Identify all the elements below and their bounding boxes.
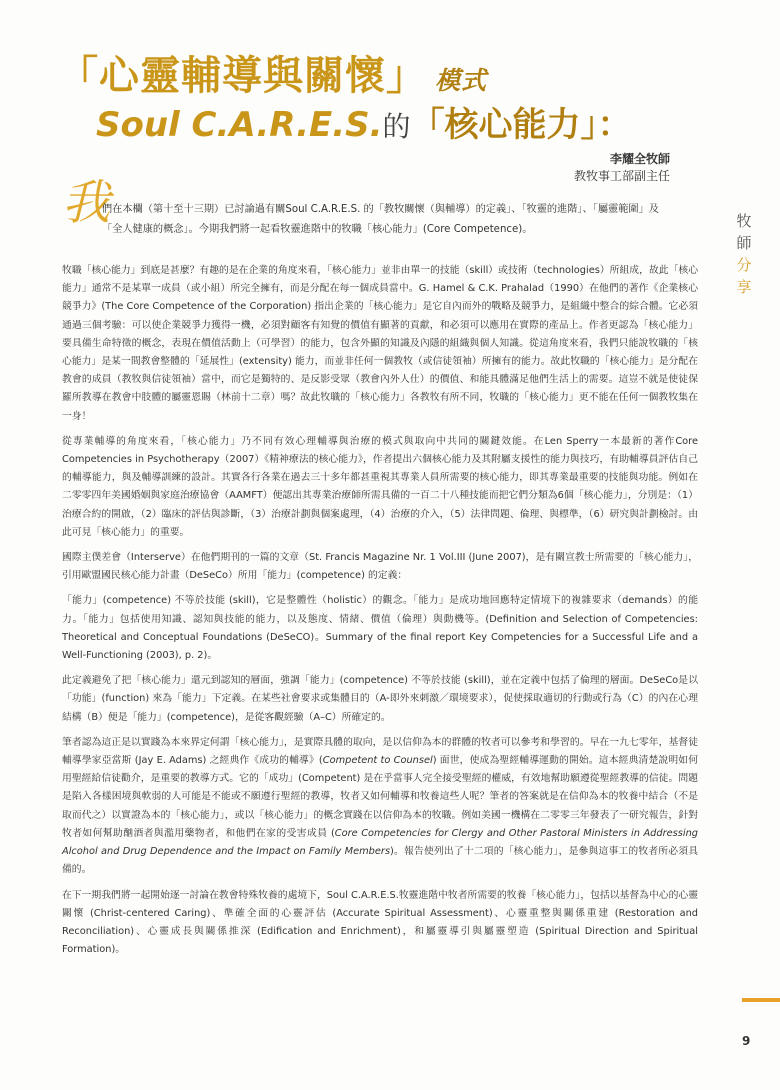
title-mode: 模式 [435, 66, 488, 95]
sidebar-section-label [734, 210, 754, 298]
paragraph-7: 在下一期我們將一起開始逐一討論在教會特殊牧養的處境下，Soul C.A.R.E.S.牧靈進階中牧者所需要的牧養「核心能力」，包括以基督為中心的心靈關懷 (Christ-centered Caring)、準確全面的心靈評估 (Accurate Spiritual Assessment)、心靈重整與關係重建 (Restoration and Reconciliation)、心靈成長與關係推深 (Edification and Enrichment)，和屬靈導引與屬靈塑造 (Spiritual Direction and Spiritual Formation)。 [62, 889, 698, 956]
title-line-2 [96, 102, 632, 150]
title-main: 「心靈輔導與關懷」 [58, 53, 427, 99]
author-name: 李耀全牧師 [609, 152, 670, 166]
report-title: Core Competencies for Clergy and Other Pastoral Ministers in Addressing Alcohol and Drug Dependence and the Impact on Family Members [62, 827, 698, 858]
title-en: Soul C.A.R.E.S. [96, 105, 383, 145]
page-number: 9 [742, 1034, 751, 1048]
paragraph-6-part-c: )。報告使列出了十二項的「核心能力」，是參與這事工的牧者所必須具備的。 [62, 846, 698, 876]
drop-cap: 我 [62, 175, 111, 231]
paragraph-6-part-b: ) 面世，使成為聖經輔導運動的開始。這本經典清楚說明如何用聖經給信徒勸介，是重要的教導方式。它的「成功」(Competent) 是在乎當事人完全接受聖經的權威，有效地幫助願遵從聖經教導的信徒。問題是陷入各樣困境與軟弱的人可能是不能或不願遵行聖經的教導，牧者又如何輔導和牧養這些人呢？筆者的答案就是在信仰為本的牧養中結合（不是取而代之）以實證為本的「核心能力」，或以「核心能力」的概念實踐在以信仰為本的牧職。例如美國一機構在二零零三年發表了一研究報告，針對牧者如何幫助酗酒者與濫用藥物者，和他們在家的受害成員 ( [62, 755, 699, 839]
title-core: 「核心能力」： [410, 105, 632, 145]
author-block [574, 151, 670, 185]
title-de: 的 [382, 110, 411, 143]
paragraph-2: 從專業輔導的角度來看，「核心能力」乃不同有效心理輔導與治療的模式與取向中共同的關鍵效能。在Len Sperry一本最新的著作Core Competencies in Psychotherapy（2007）《精神療法的核心能力》，作者提出六個核心能力及其附屬支援性的能力與技巧，有助輔導員評估自己的輔導能力，與及輔導訓練的設計。其實各行各業在過去三十多年都甚重視其專業人員所需要的核心能力，即其專業最重要的技能與功能。例如在二零零四年美國婚姻與家庭治療協會（AAMFT）便認出其專業治療師所需具備的一百二十八種技能而把它們分類為6個「核心能力」，分別是：（1）治療合約的開啟，（2）臨床的評估與診斷，（3）治療計劃與個案處理，（4）治療的介入，（5）法律問題、倫理、與標準，（6）研究與計劃檢討。由此可見「核心能力」的重要。 [62, 435, 698, 538]
author-role: 教牧事工部副主任 [573, 169, 670, 183]
title-line-1 [58, 52, 658, 105]
paragraph-3: 國際主僕差會（Interserve）在他們期刊的一篇的文章（St. Francis Magazine Nr. 1 Vol.III (June 2007)，是有關宣教士所需要的「核心能力」，引用歐盟國民核心能力計畫（DeSeCo）所用「能力」(competence) 的定義： [62, 552, 698, 582]
article-body [62, 262, 698, 966]
paragraph-1: 牧職「核心能力」到底是甚麼？有趣的是在企業的角度來看，「核心能力」並非由單一的技能（skill）或技術（technologies）所組成，故此「核心能力」通常不是某單一成員（或小組）所完全擁有，而是分配在每一個成員當中。G. Hamel & C.K. Prahalad（1990）在他們的著作《企業核心競爭力》(The Core Competence of the Corporation) 指出企業的「核心能力」是它自內而外的戰略及競爭力，是組織中整合的綜合體。它必須通過三個考驗：可以使企業競爭力獲得一機，必須對顧客有知覺的價值有顯著的貢獻，和必須可以應用在實際的產品上。作者更認為「核心能力」要具備生命特徵的概念，表現在價值活動上（可學習）的能力，包含外顯的知識及內隱的組織與個人知識。從這角度來看，我們只能說牧職的「核心能力」是某一間教會整體的「延展性」(extensity) 能力，而並非任何一個教牧（或信徒領袖）所擁有的能力。故此牧職的「核心能力」是分配在教會的成員（教牧與信徒領袖）當中，而它是獨特的、是反影受眾（教會內外人仕）的價值、和能具體滿足他們生活上的需要。這豈不就是使徒保羅所教導在教會中肢體的屬靈恩賜（林前十二章）嗎？故此牧職的「核心能力」各教牧有所不同，牧職的「核心能力」更不能在任何一個教牧集在一身！ [62, 265, 698, 422]
book-title: Competent to Counsel [322, 755, 433, 767]
paragraph-6-part-a: 筆者認為這正是以實踐為本來界定何謂「核心能力」，是實際具體的取向，是以信仰為本的群體的牧者可以參考和學習的。早在一九七零年，基督徒輔導學家亞當斯 (Jay E. Adams) 之經典作《成功的輔導》( [62, 736, 698, 767]
paragraph-6 [62, 734, 698, 880]
paragraph-4: 「能力」(competence) 不等於技能 (skill)，它是整體性（holistic）的觀念。「能力」是成功地回應特定情境下的複雜要求（demands）的能力。「能力」包括使用知識、認知與技能的能力，以及態度、情緒、價值（倫理）與動機等。(Definition and Selection of Competencies: Theoretical and Conceptual Foundations (DeSeCO)。Summary of the final report Key Competencies for a Successful Life and a Well-Functioning (2003), p. 2)。 [62, 595, 698, 662]
page-accent-bar [742, 998, 780, 1002]
sidebar-label-a: 牧師 [736, 212, 752, 252]
sidebar-label-b: 分享 [736, 256, 752, 296]
paragraph-5: 此定義避免了把「核心能力」還元到認知的層面，強調「能力」(competence) 不等於技能 (skill)，並在定義中包括了倫理的層面。DeSeCo是以「功能」(function) 來為「能力」下定義。在某些社會要求或集體目的（A-即外來刺激／環境要求），促使採取適切的行動或行為（C）的內在心理結構（B）便是「能力」(competence)，是從客觀經驗（A–C）所確定的。 [62, 675, 698, 723]
intro-text: 們在本欄（第十至十三期）已討論過有關Soul C.A.R.E.S. 的「教牧關懷（與輔導）的定義」、「牧靈的進階」、「屬靈範圍」及「全人健康的概念」。今期我們將一起看牧靈進階中的牧職「核心能力」(Core Competence)。 [102, 204, 659, 235]
